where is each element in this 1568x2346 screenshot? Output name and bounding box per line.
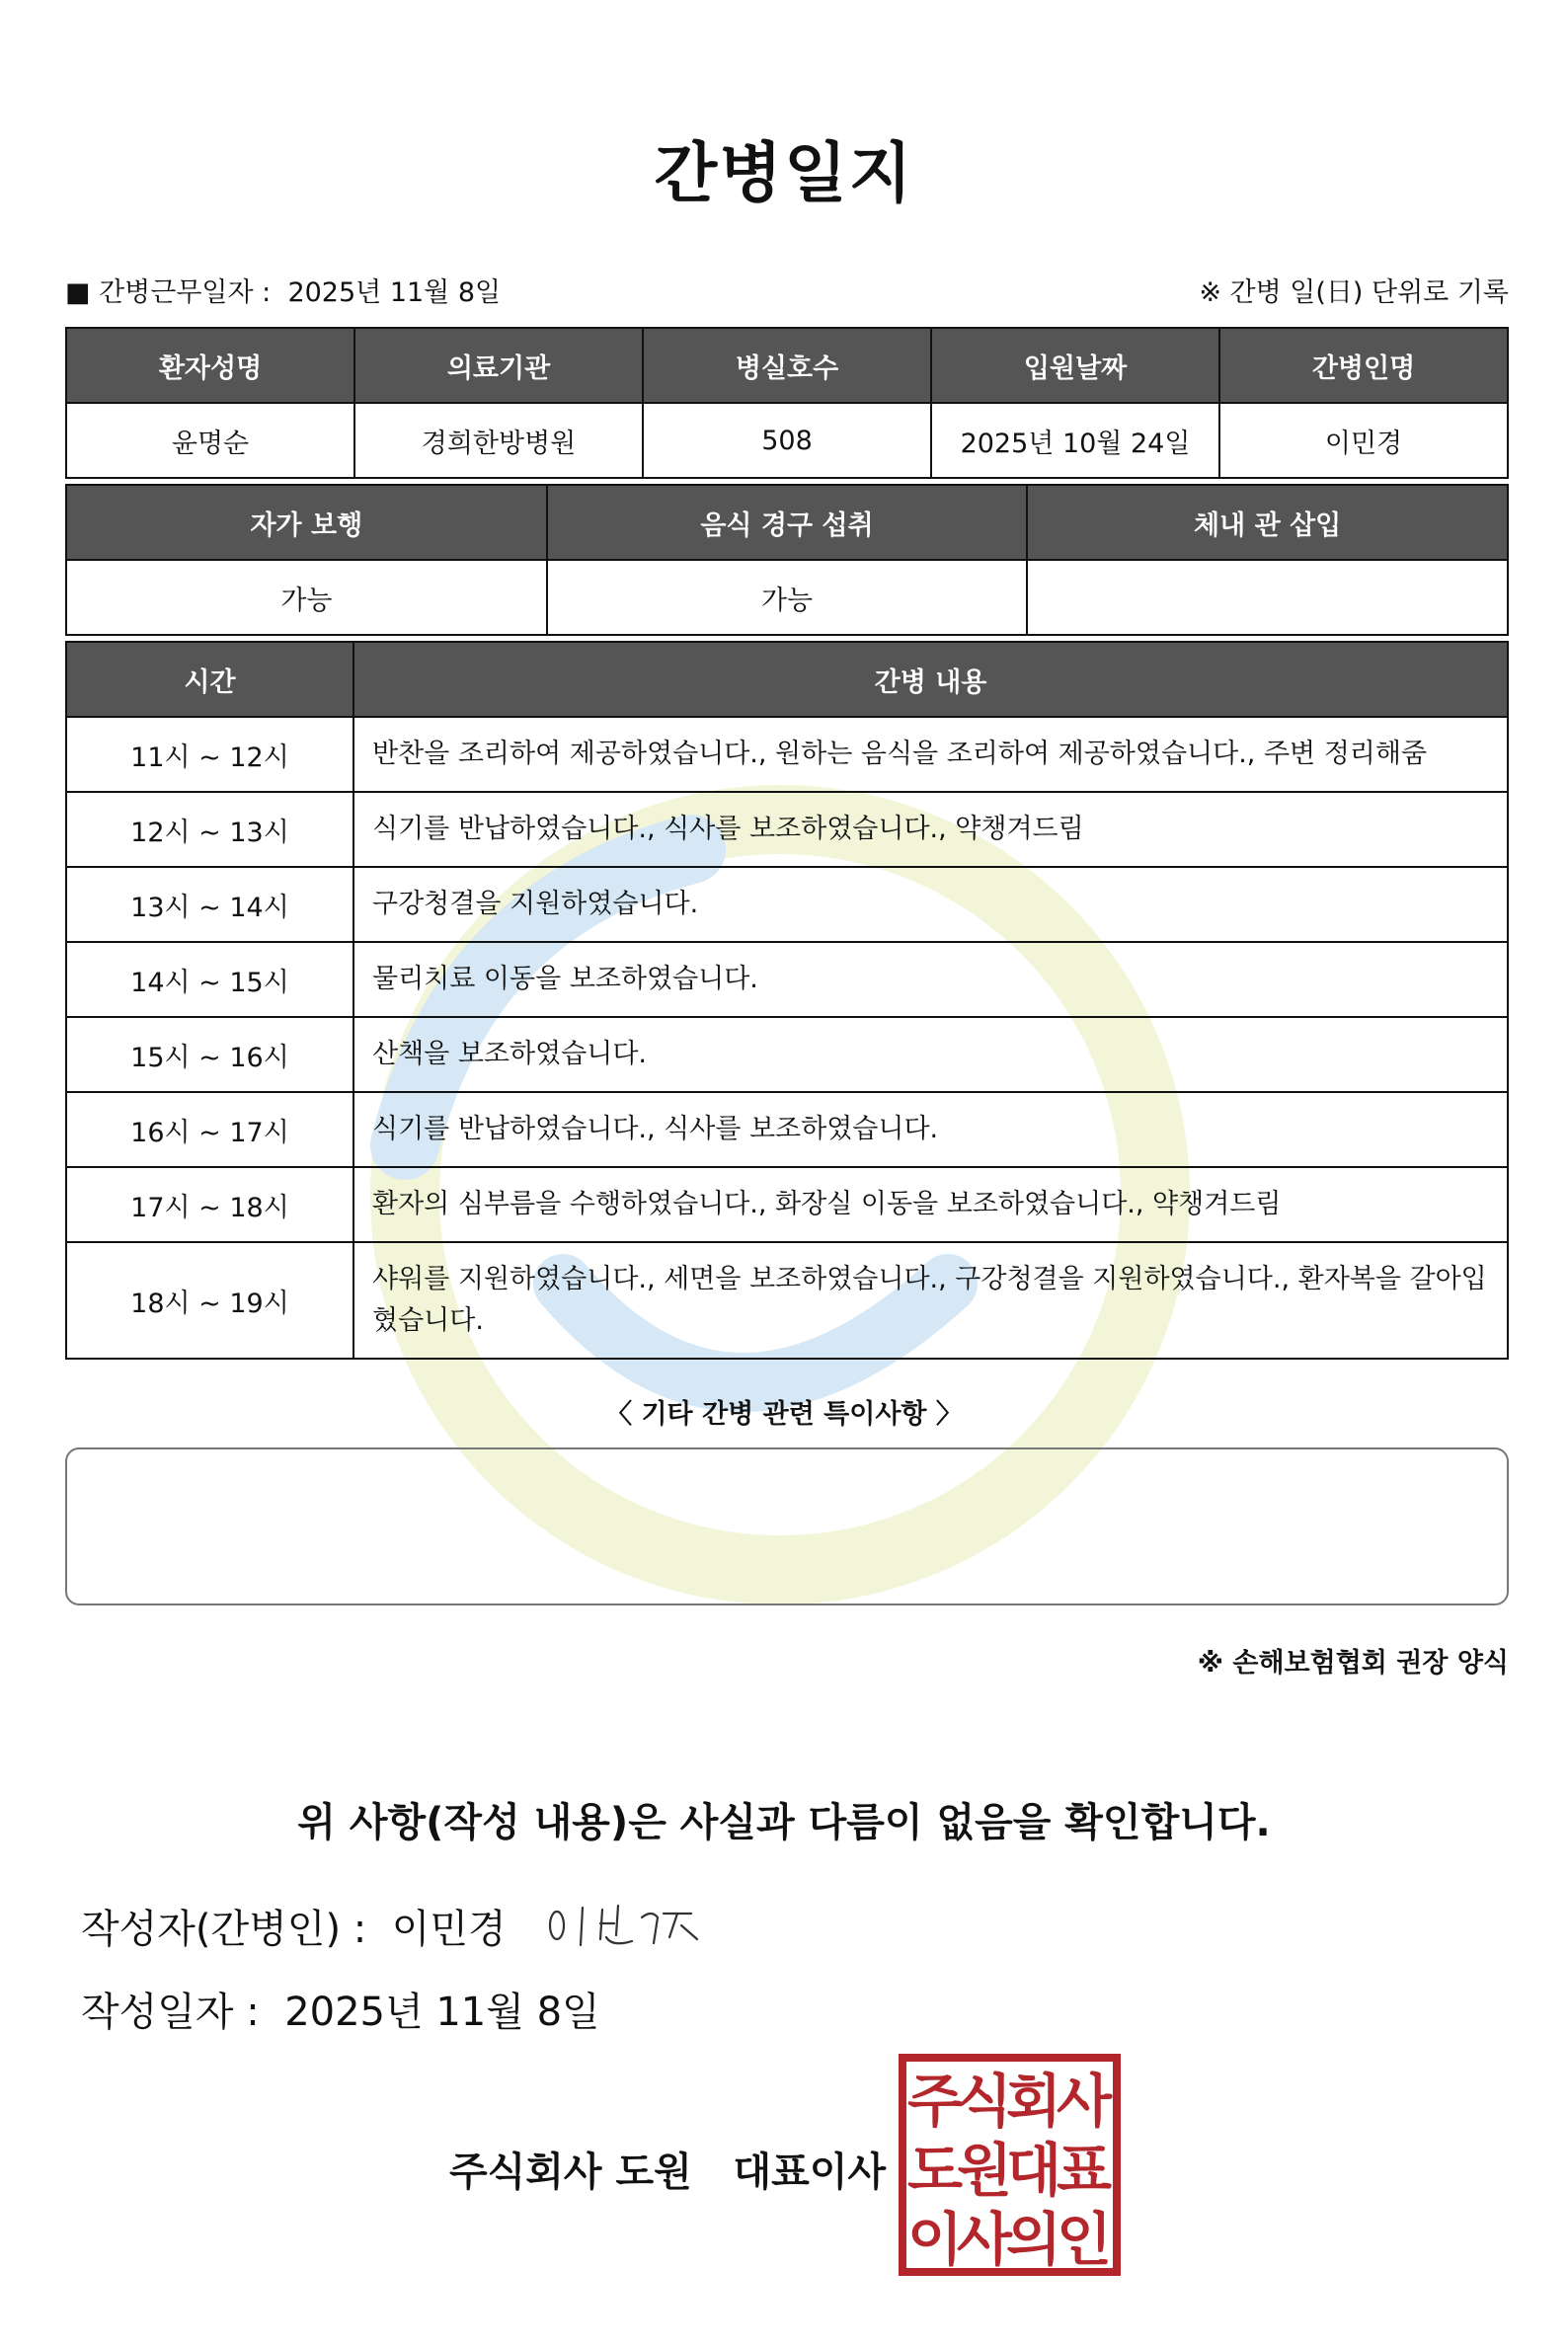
company-name: 주식회사 도원 (449, 2150, 692, 2195)
time-cell: 12시 ~ 13시 (66, 792, 353, 867)
time-cell: 18시 ~ 19시 (66, 1242, 353, 1359)
company-seal-icon (899, 2054, 1121, 2276)
svg-text:원: 원 (956, 2137, 1013, 2204)
content-cell: 환자의 심부름을 수행하였습니다., 화장실 이동을 보조하였습니다., 약챙겨드림 (353, 1167, 1508, 1242)
time-cell: 11시 ~ 12시 (66, 717, 353, 792)
writer-name: 이민경 (391, 1907, 507, 1952)
header-care-content: 간병 내용 (353, 642, 1508, 717)
header-tube-insertion: 체내 관 삽입 (1027, 485, 1508, 560)
content-cell: 구강청결을 지원하였습니다. (353, 867, 1508, 942)
content-cell: 물리치료 이동을 보조하였습니다. (353, 942, 1508, 1017)
table-row (66, 867, 1508, 942)
table-row (66, 792, 1508, 867)
table-row (66, 942, 1508, 1017)
oral-intake-value: 가능 (547, 560, 1028, 635)
time-cell: 15시 ~ 16시 (66, 1017, 353, 1092)
tube-insertion-value (1027, 560, 1508, 635)
header-hospital: 의료기관 (354, 328, 643, 403)
patient-status-table (65, 484, 1509, 636)
content-cell: 식기를 반납하였습니다., 식사를 보조하였습니다. (353, 1092, 1508, 1167)
header-room: 병실호수 (643, 328, 931, 403)
patient-info-table (65, 327, 1509, 479)
work-date (65, 271, 501, 309)
time-cell: 16시 ~ 17시 (66, 1092, 353, 1167)
work-date-value: 2025년 11월 8일 (287, 277, 502, 308)
svg-text:사: 사 (956, 2206, 1013, 2273)
unit-note: ※ 간병 일(日) 단위로 기록 (1199, 277, 1509, 308)
date-value: 2025년 11월 8일 (284, 1990, 600, 2035)
table-row (66, 1167, 1508, 1242)
info-row (65, 271, 1509, 310)
svg-text:회: 회 (1005, 2068, 1062, 2135)
svg-text:의: 의 (1005, 2206, 1062, 2273)
hospital-name: 경희한방병원 (354, 403, 643, 478)
date-label: 작성일자 : (81, 1990, 260, 2035)
patient-name: 윤명순 (66, 403, 354, 478)
handwritten-signature (543, 1888, 711, 1957)
page-title: 간병일지 (654, 135, 914, 211)
date-line (81, 1981, 600, 2037)
svg-text:이: 이 (906, 2206, 964, 2273)
svg-text:인: 인 (1056, 2206, 1113, 2273)
care-log-table (65, 641, 1509, 1360)
header-caregiver: 간병인명 (1219, 328, 1508, 403)
table-row (66, 1017, 1508, 1092)
self-walking-value: 가능 (66, 560, 547, 635)
time-cell: 14시 ~ 15시 (66, 942, 353, 1017)
header-time: 시간 (66, 642, 353, 717)
svg-text:사: 사 (1056, 2068, 1113, 2135)
table-row (66, 717, 1508, 792)
representative-title: 대표이사 (733, 2150, 887, 2195)
time-cell: 13시 ~ 14시 (66, 867, 353, 942)
content-cell: 식기를 반납하였습니다., 식사를 보조하였습니다., 약챙겨드림 (353, 792, 1508, 867)
table-row (66, 1092, 1508, 1167)
svg-text:주: 주 (906, 2068, 964, 2135)
work-date-label: ■ 간병근무일자 : (65, 277, 272, 308)
header-self-walking: 자가 보행 (66, 485, 547, 560)
admit-date: 2025년 10월 24일 (931, 403, 1219, 478)
svg-text:대: 대 (1005, 2137, 1062, 2204)
svg-text:표: 표 (1056, 2137, 1113, 2204)
content-cell: 샤워를 지원하였습니다., 세면을 보조하였습니다., 구강청결을 지원하였습니다., 환자복을 갈아입혔습니다. (353, 1242, 1508, 1359)
writer-line (81, 1898, 507, 1954)
form-note: ※ 손해보험협회 권장 양식 (1197, 1648, 1509, 1679)
confirmation-statement: 위 사항(작성 내용)은 사실과 다름이 없음을 확인합니다. (297, 1800, 1271, 1845)
notes-title: 〈 기타 간병 관련 특이사항 〉 (605, 1399, 963, 1430)
company-line (449, 2141, 886, 2197)
header-patient-name: 환자성명 (66, 328, 354, 403)
svg-text:도: 도 (906, 2137, 964, 2204)
time-cell: 17시 ~ 18시 (66, 1167, 353, 1242)
content-cell: 산책을 보조하였습니다. (353, 1017, 1508, 1092)
svg-text:식: 식 (956, 2068, 1013, 2135)
table-row (66, 1242, 1508, 1359)
caregiver-name: 이민경 (1219, 403, 1508, 478)
header-admit-date: 입원날짜 (931, 328, 1219, 403)
content-cell: 반찬을 조리하여 제공하였습니다., 원하는 음식을 조리하여 제공하였습니다., 주변 정리해줌 (353, 717, 1508, 792)
header-oral-intake: 음식 경구 섭취 (547, 485, 1028, 560)
notes-box (65, 1447, 1509, 1605)
writer-label: 작성자(간병인) : (81, 1907, 367, 1952)
room-number: 508 (643, 403, 931, 478)
